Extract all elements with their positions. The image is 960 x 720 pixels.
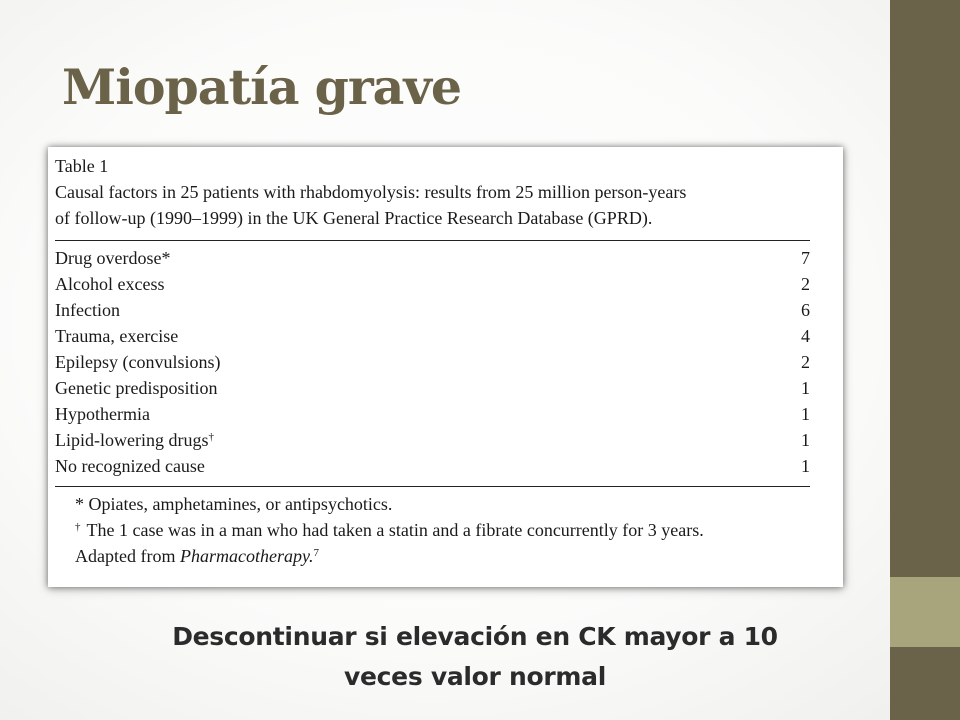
table-row [55,375,810,401]
factor-cell: Drug overdose* [55,248,171,268]
count-cell: 1 [801,456,810,476]
dagger-mark: † [208,431,214,443]
reference-number: 7 [313,547,319,559]
table-caption [55,179,810,231]
table-label: Table 1 [55,156,109,176]
source-title: Pharmacotherapy. [179,546,314,566]
count-cell: 7 [801,248,810,268]
count-cell: 2 [801,274,810,294]
table-row [55,401,810,427]
table-row [55,427,810,453]
dagger-mark: † [75,521,81,533]
factor-cell [55,427,214,453]
table-footnotes [55,491,810,569]
factor-cell: Genetic predisposition [55,378,218,398]
side-bar [890,0,960,720]
table-row [55,349,810,375]
factor-cell: Epilepsy (convulsions) [55,352,221,372]
factor-cell: Infection [55,300,120,320]
footnote-asterisk: * Opiates, amphetamines, or antipsychotics. [75,494,393,514]
table-figure [48,147,843,587]
conclusion-line-1: Descontinuar si elevación en CK mayor a 10 [172,622,778,651]
slide-title: Miopatía grave [62,58,462,116]
count-cell: 1 [801,404,810,424]
factor-cell: Alcohol excess [55,274,165,294]
factor-cell: Trauma, exercise [55,326,179,346]
factor-cell: No recognized cause [55,456,205,476]
count-cell: 2 [801,352,810,372]
table-caption-line-1: Causal factors in 25 patients with rhabdomyolysis: results from 25 million person-years [55,182,687,202]
count-cell: 4 [801,326,810,346]
table-top-rule [55,240,810,241]
factor-text: Lipid-lowering drugs [55,430,209,450]
footnote-source [75,543,810,569]
table-bottom-rule [55,486,810,487]
side-bar-accent [890,577,960,647]
footnote-dagger-text: The 1 case was in a man who had taken a statin and a fibrate concurrently for 3 years. [86,520,704,540]
table-row [55,271,810,297]
table-content [55,154,810,569]
footnote-dagger [75,517,810,543]
table-caption-line-2: of follow-up (1990–1999) in the UK General Practice Research Database (GPRD). [55,208,653,228]
count-cell: 1 [801,430,810,450]
count-cell: 1 [801,378,810,398]
factor-cell: Hypothermia [55,404,150,424]
count-cell: 6 [801,300,810,320]
conclusion-line-2: veces valor normal [344,662,606,691]
conclusion-text [80,617,870,697]
table-row [55,245,810,271]
table-row [55,453,810,479]
source-prefix: Adapted from [75,546,180,566]
table-row [55,323,810,349]
table-row [55,297,810,323]
